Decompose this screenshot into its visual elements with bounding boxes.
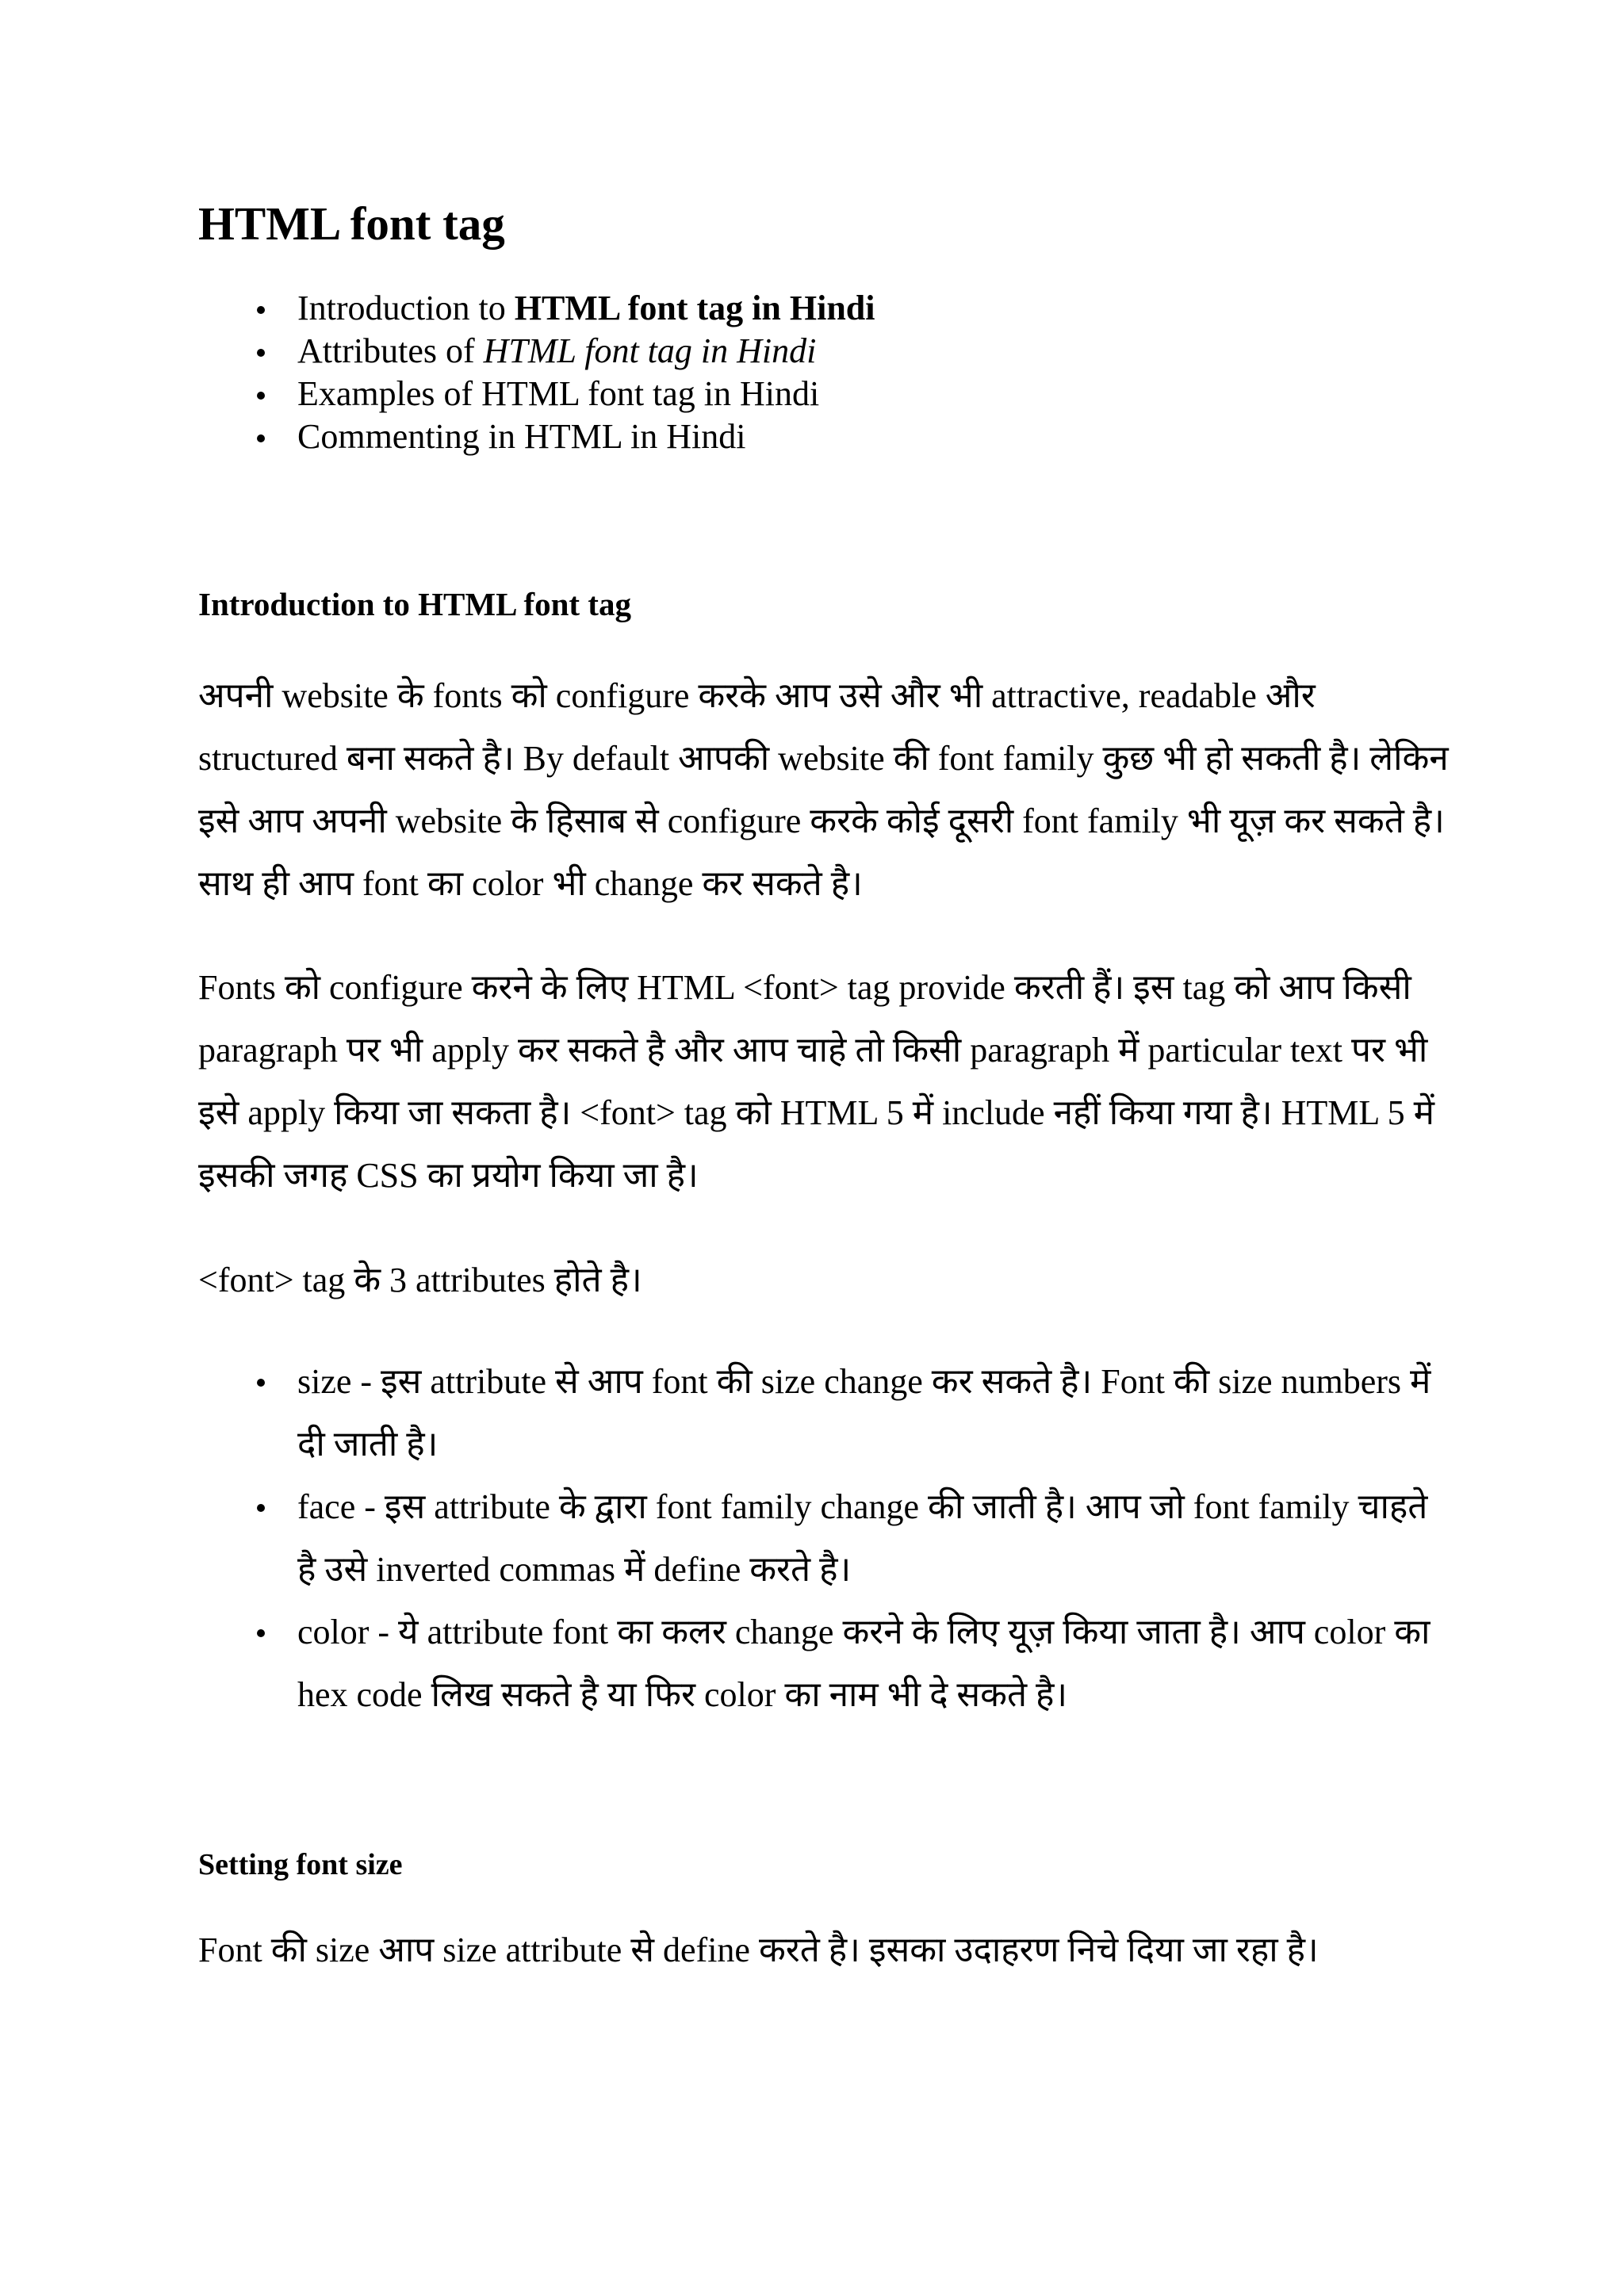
attributes-list bbox=[198, 1350, 1451, 1726]
toc-item-text: Attributes of bbox=[297, 331, 484, 370]
list-item-face: face - इस attribute के द्वारा font family change की जाती है। आप जो font family चाहते है उसे inverted commas में define करते है। bbox=[297, 1475, 1451, 1601]
table-of-contents bbox=[198, 287, 875, 458]
toc-item-text: Introduction to bbox=[297, 289, 515, 327]
toc-item-bold: HTML font tag in Hindi bbox=[514, 289, 875, 327]
toc-item bbox=[297, 287, 875, 330]
section-heading-introduction: Introduction to HTML font tag bbox=[198, 586, 631, 622]
toc-item bbox=[297, 330, 875, 373]
paragraph-intro: अपनी website के fonts को configure करके आप उसे और भी attractive, readable और structured बना सकते है। By default आपकी website की font family कुछ भी हो सकती है। लेकिन इसे आप अपनी website के हिसाब से configure करके कोई दूसरी font family भी यूज़ कर सकते है। साथ ही आप font का color भी change कर सकते है। bbox=[198, 676, 1449, 903]
paragraph-font-tag: Fonts को configure करने के लिए HTML <font> tag provide करती हैं। इस tag को आप किसी paragraph पर भी apply कर सकते है और आप चाहे तो किसी paragraph में particular text पर भी इसे apply किया जा सकता है। <font> tag को HTML 5 में include नहीं किया गया है। HTML 5 में इसकी जगह CSS का प्रयोग किया जा है। bbox=[198, 968, 1434, 1195]
paragraph-font-size: Font की size आप size attribute से define करते है। इसका उदाहरण निचे दिया जा रहा है। bbox=[198, 1931, 1319, 1969]
toc-item-italic: HTML font tag in Hindi bbox=[483, 331, 817, 370]
toc-item: Examples of HTML font tag in Hindi bbox=[297, 373, 875, 415]
list-item-size: size - इस attribute से आप font की size change कर सकते है। Font की size numbers में दी जाती है। bbox=[297, 1350, 1451, 1475]
section-heading-font-size: Setting font size bbox=[198, 1848, 403, 1881]
page-title: HTML font tag bbox=[198, 197, 505, 250]
toc-item: Commenting in HTML in Hindi bbox=[297, 415, 875, 458]
list-item-color: color - ये attribute font का कलर change करने के लिए यूज़ किया जाता है। आप color का hex code लिख सकते है या फिर color का नाम भी दे सकते है। bbox=[297, 1601, 1451, 1726]
paragraph-attributes-intro: <font> tag के 3 attributes होते है। bbox=[198, 1261, 642, 1299]
